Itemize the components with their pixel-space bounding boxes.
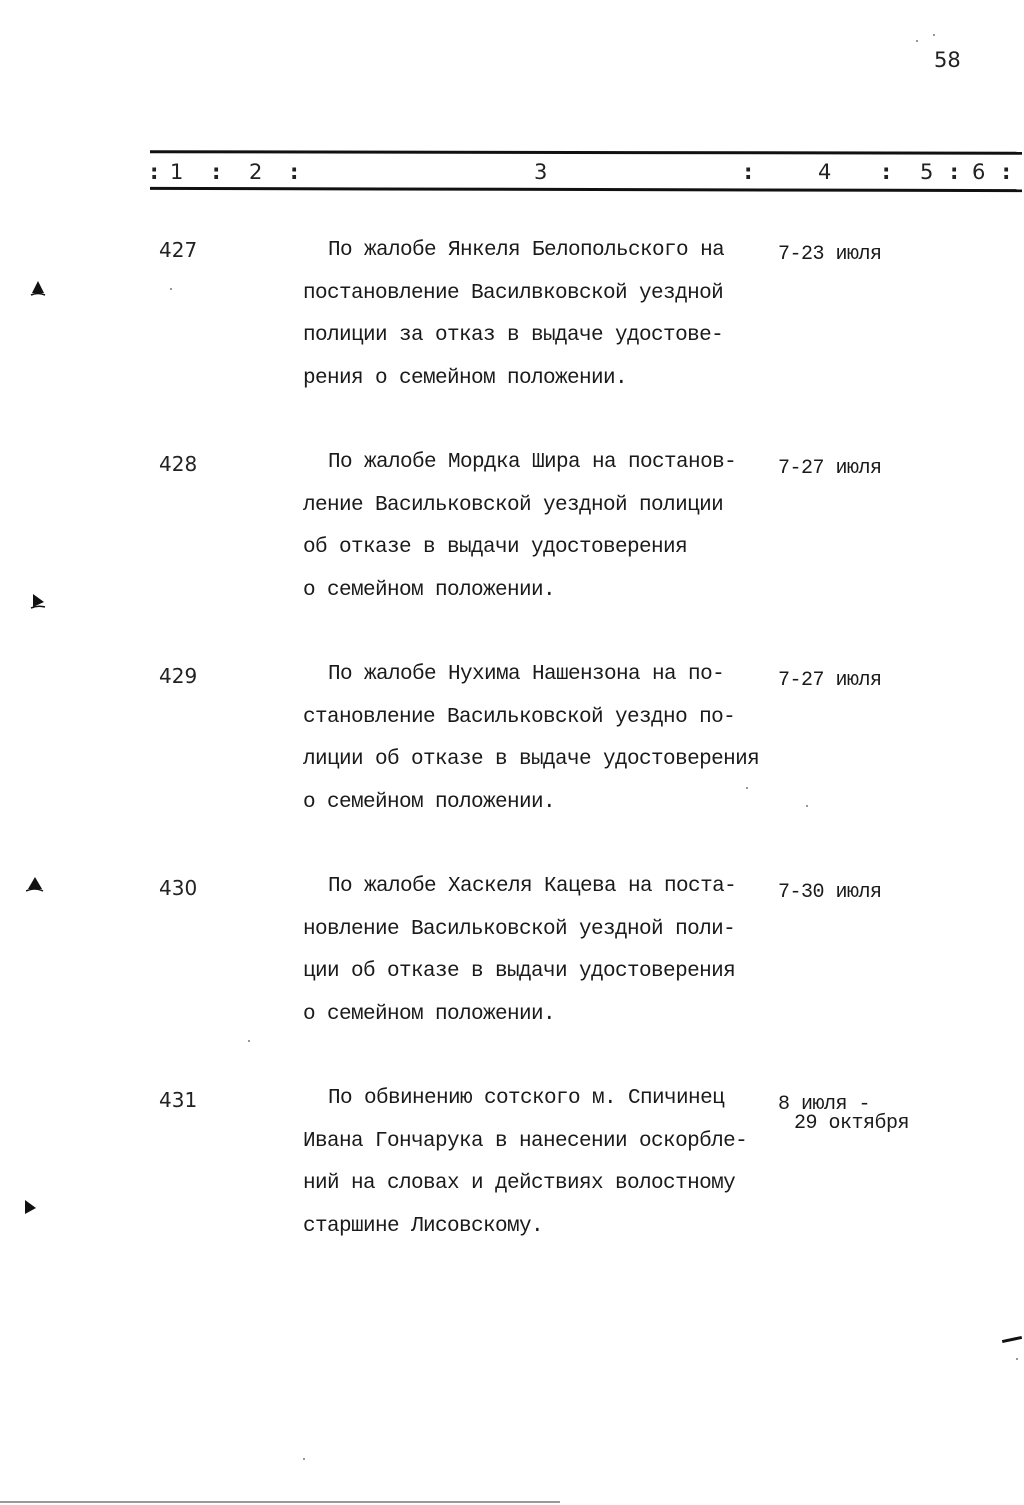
description-line: По жалобе Янкеля Белопольского на [328,239,725,262]
entry-description [303,654,783,824]
description-line: рения о семейном положении. [303,366,628,390]
column-header-2: 2 [249,160,263,184]
margin-pen-mark [1002,1336,1022,1343]
entry-description [303,442,783,612]
scan-edge-line [0,1501,560,1503]
scan-speck [303,1458,305,1460]
entry-date [778,668,882,694]
column-separator: : [1002,160,1011,184]
scan-speck [806,805,808,807]
description-line: ции об отказе в выдачи удостоверения [303,960,736,983]
column-header-row [0,160,1024,188]
column-header-5: 5 [920,160,934,184]
column-header-3: 3 [534,160,548,184]
description-line: По жалобе Мордка Шира на постанов- [328,451,737,474]
date-line: 7-30 июля [778,881,882,904]
description-line: ление Васильковской уездной полиции [303,493,724,517]
description-line: о семейном положении. [303,1002,556,1026]
description-line: По жалобе Хаскеля Кацева на поста- [328,875,737,898]
description-line: полиции за отказ в выдаче удостове- [303,324,724,347]
description-line: новление Васильковской уездной поли- [303,917,736,941]
description-line: По обвинению сотского м. Спичинец [328,1087,725,1110]
hole-punch-mark [30,280,44,296]
date-line: 7-27 июля [778,457,882,480]
entry-date [778,1092,909,1134]
entry-description [303,230,783,400]
column-separator: : [950,160,959,184]
date-line: 8 июля - [778,1093,871,1116]
description-line: По жалобе Нухима Нашензона на по- [328,663,725,686]
date-line: 7-27 июля [778,669,882,692]
header-top-rule [150,150,1022,155]
date-line: 29 октября [794,1112,910,1135]
column-separator: : [882,160,891,184]
entry-date [778,456,882,482]
column-header-4: 4 [818,160,832,184]
description-line: лиции об отказе в выдаче удостоверения [303,748,760,771]
column-separator: : [212,160,221,184]
column-separator: : [744,160,753,184]
entry-date [778,242,882,268]
column-header-6: 6 [972,160,986,184]
description-line: ний на словах и действиях волостному [303,1172,736,1195]
description-line: Ивана Гончарука в нанесении оскорбле- [303,1129,748,1153]
description-line: о семейном положении. [303,578,556,602]
column-separator: : [150,160,159,184]
description-line: постановление Василвковской уездной [303,281,724,305]
entry-number: 429 [159,664,198,688]
scan-speck [1016,1358,1018,1360]
description-line: о семейном положении. [303,790,556,814]
scan-speck [916,40,918,42]
hole-punch-mark [22,1198,36,1214]
entry-description [303,1078,783,1248]
page-number: 58 [934,48,961,72]
entry-number: 430 [159,876,198,900]
scan-speck [933,34,935,36]
hole-punch-mark [26,876,40,892]
description-line: старшине Лисовскому. [303,1214,544,1238]
date-line: 7-23 июля [778,243,882,266]
description-line: об отказе в выдачи удостоверения [303,536,688,559]
description-line: становление Васильковской уездно по- [303,705,736,729]
entry-number: 431 [159,1088,198,1112]
entry-number: 427 [159,238,198,262]
hole-punch-mark [30,592,44,608]
scan-speck [746,787,748,789]
scan-speck [248,1040,250,1042]
entry-number: 428 [159,452,198,476]
column-header-1: 1 [170,160,184,184]
entry-date [778,880,882,906]
scan-speck [170,288,172,290]
column-separator: : [290,160,299,184]
entry-description [303,866,783,1036]
